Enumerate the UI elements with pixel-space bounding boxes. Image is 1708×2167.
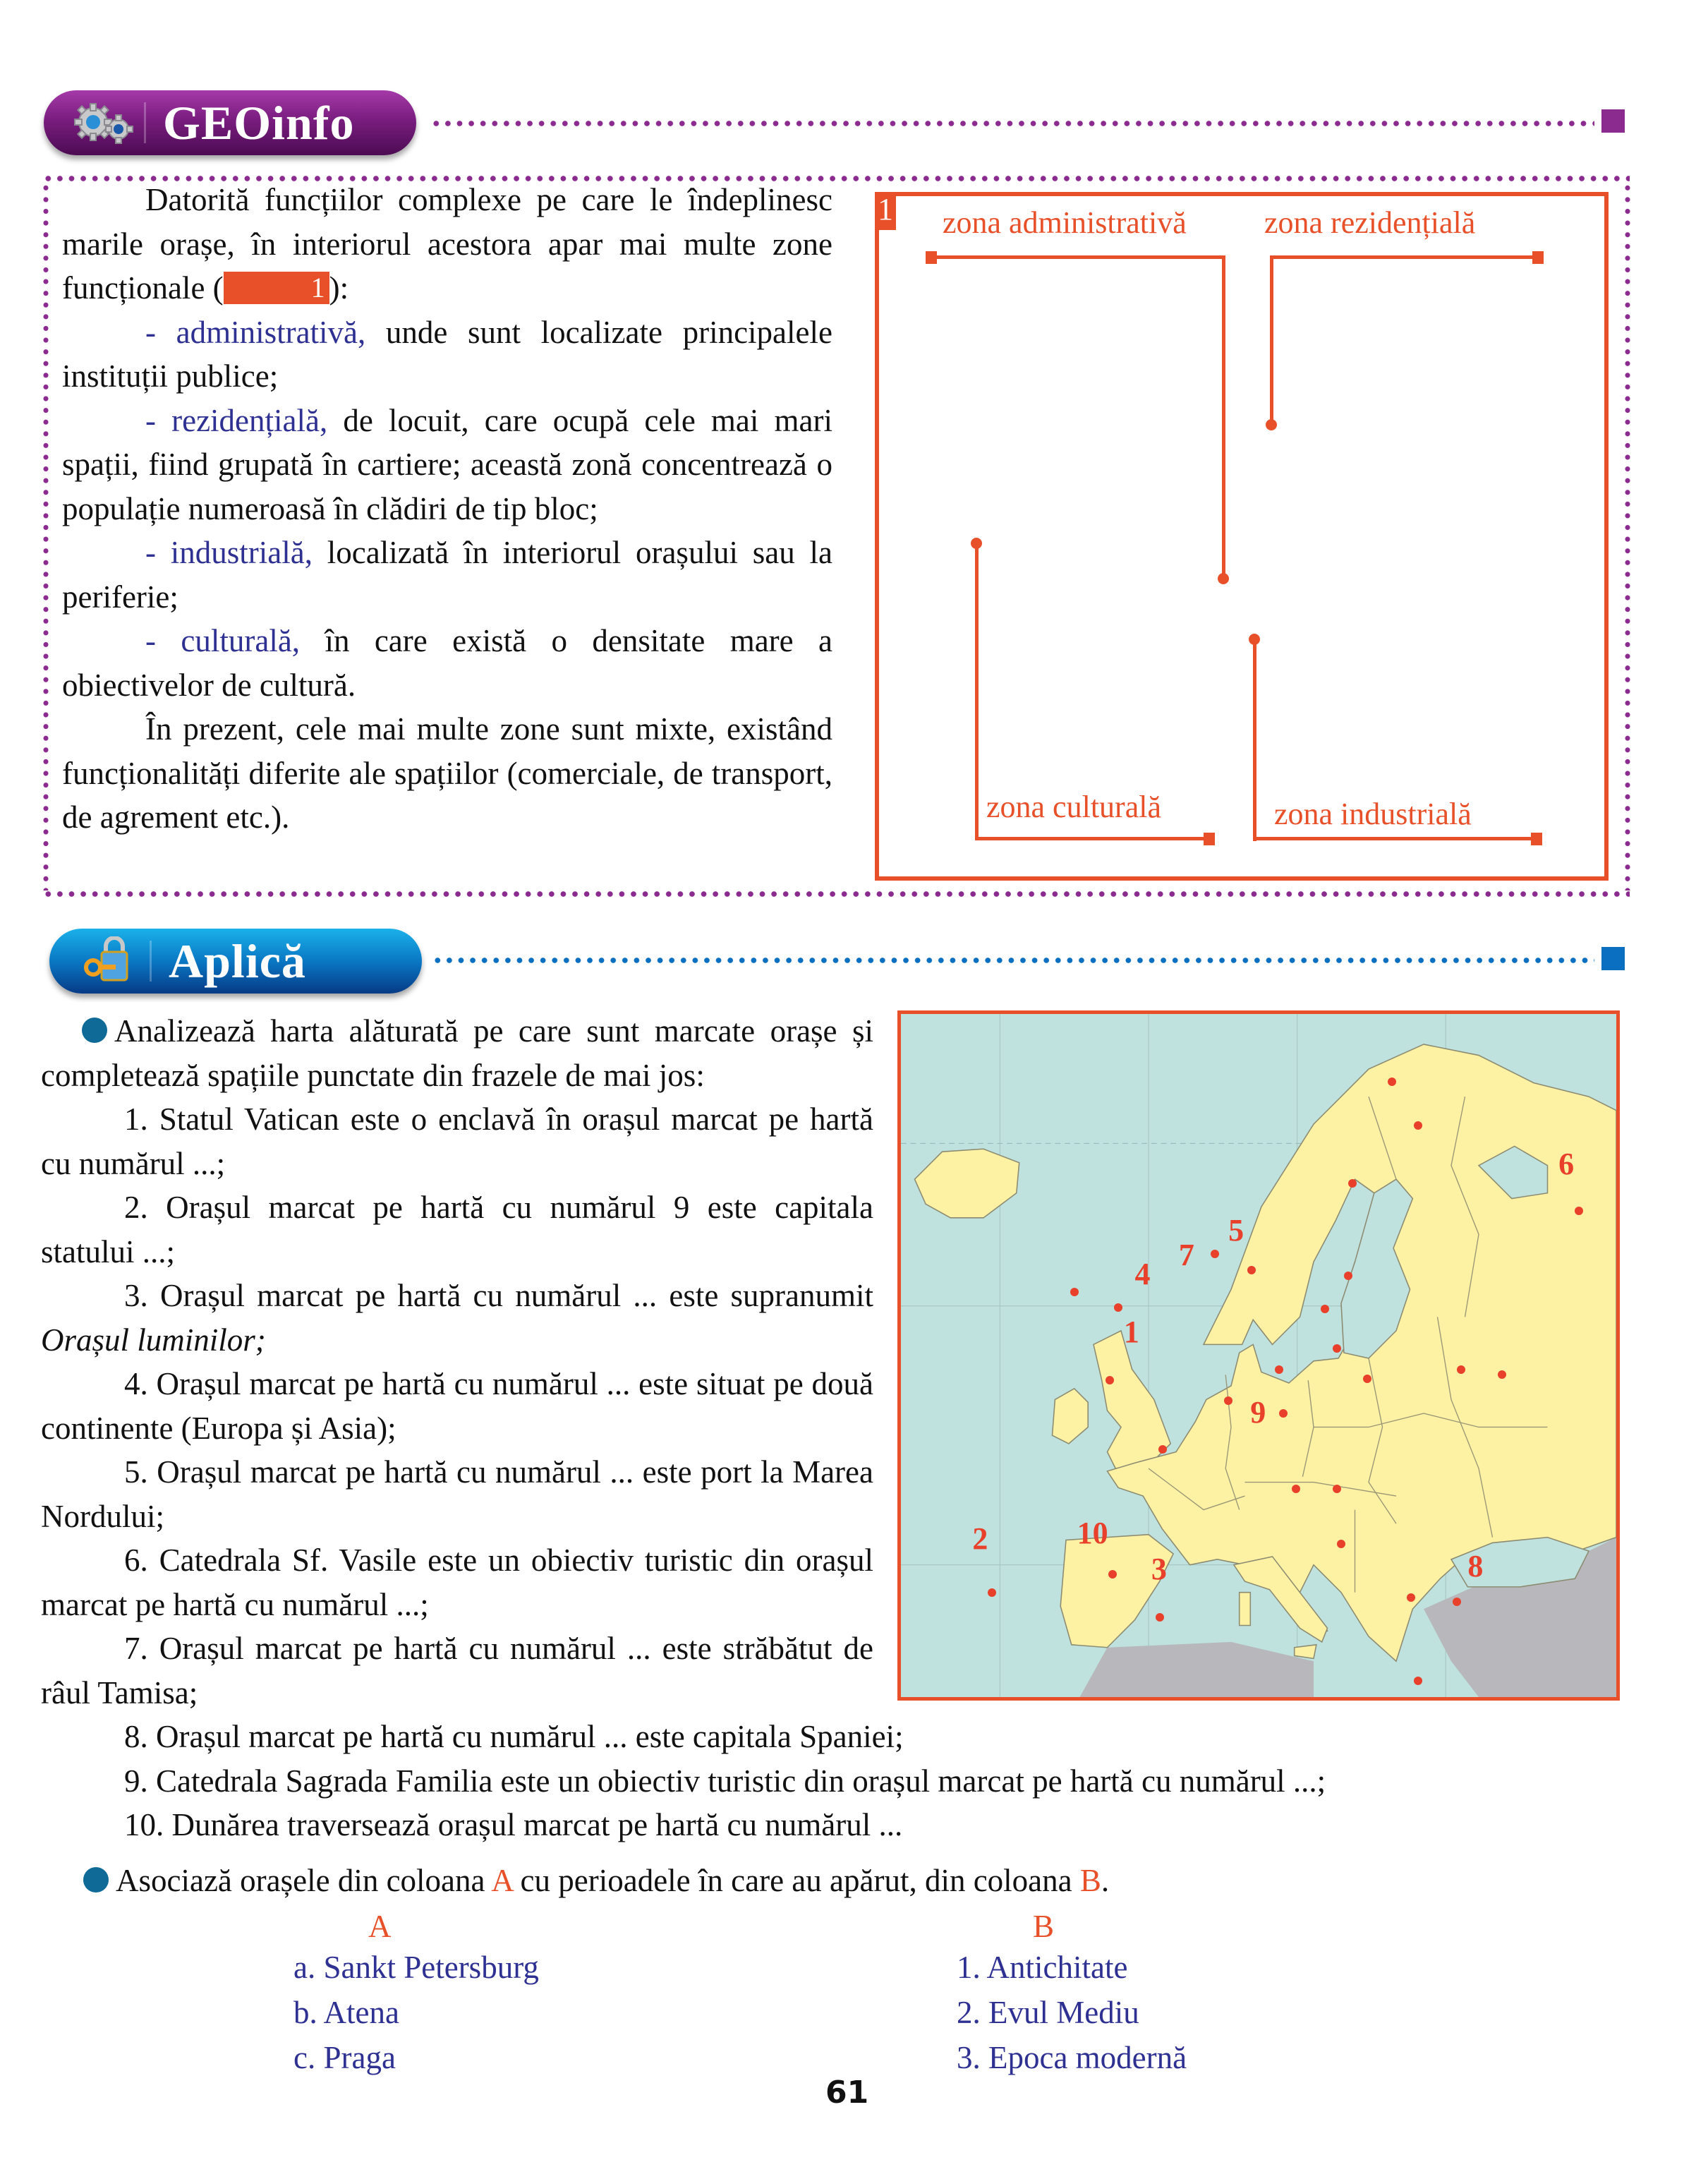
zone-item-industrial: - industrială, localizată în interiorul orașului sau la periferie; [62, 535, 832, 615]
zone-item-cultural: - culturală, în care există o densitate mare a obiectivelor de cultură. [62, 623, 832, 703]
city-number-label: 9 [1250, 1394, 1266, 1430]
leader-line-admin [928, 255, 1225, 259]
city-marker-dot [1333, 1485, 1341, 1493]
leader-end-cult [1204, 833, 1215, 845]
city-number-label: 10 [1077, 1516, 1108, 1551]
column-a-item: b. Atena [293, 1995, 399, 2030]
column-b-item: 1. Antichitate [957, 1950, 1128, 1985]
city-marker-dot [1363, 1375, 1371, 1383]
zone-item-administrative: - administrativă, unde sunt localizate principalele instituții publice; [62, 314, 832, 394]
label-zona-culturala: zona culturală [986, 790, 1161, 824]
exercise-item-10: 10. Dunărea traversează orașul marcat pe hartă cu numărul ... [124, 1807, 903, 1842]
aplica-end-square [1601, 947, 1625, 970]
leader-dot-cult [971, 538, 982, 549]
leader-end-resid [1532, 251, 1544, 264]
column-b-list [957, 1945, 1187, 2080]
column-a-list [293, 1945, 539, 2080]
city-number-label: 5 [1228, 1212, 1244, 1248]
city-number-label: 3 [1151, 1552, 1167, 1587]
column-b-reference: B [1079, 1863, 1101, 1898]
isometric-city-illustration [879, 196, 1604, 876]
city-marker-dot [1457, 1365, 1465, 1374]
city-marker-dot [1498, 1370, 1506, 1379]
column-a-item: c. Praga [293, 2040, 396, 2075]
geoinfo-intro: Datorită funcțiilor complexe pe care le îndeplinesc marile orașe, în interiorul acestora apar mai multe zone funcționale ( 1 ): [62, 182, 832, 306]
geoinfo-frame-bottom [42, 891, 1630, 898]
exercise-item-3: 3. Orașul marcat pe hartă cu numărul ... este supranumit Orașul luminilor; [41, 1278, 873, 1358]
city-marker-dot [1224, 1396, 1232, 1405]
figure-number: 1 [875, 192, 896, 230]
city-marker-4 [1114, 1303, 1122, 1312]
leader-dot-admin [1218, 573, 1229, 584]
city-number-label: 1 [1123, 1315, 1139, 1350]
header-separator [144, 102, 146, 143]
city-marker-dot [1321, 1305, 1329, 1313]
header-end-square [1601, 109, 1625, 133]
exercise-1-continued [124, 1715, 1535, 1847]
europe-map [897, 1010, 1620, 1701]
exercise-item-1: 1. Statul Vatican este o enclavă în orașul marcat pe hartă cu numărul ...; [41, 1101, 873, 1181]
exercise-item-8: 8. Orașul marcat pe hartă cu numărul ... este capitala Spaniei; [124, 1719, 904, 1754]
page-number: 61 [825, 2075, 869, 2111]
city-zones-figure [875, 192, 1609, 881]
city-marker-8 [1453, 1598, 1461, 1606]
geoinfo-frame-left [42, 182, 49, 891]
leader-line-admin-v [1222, 255, 1225, 579]
city-number-label: 2 [972, 1521, 988, 1557]
leader-line-ind-v [1253, 638, 1256, 841]
city-marker-5 [1247, 1266, 1256, 1274]
city-number-label: 8 [1467, 1549, 1484, 1584]
city-marker-dot [1344, 1272, 1352, 1280]
exercise-item-7: 7. Orașul marcat pe hartă cu numărul ... este străbătut de râul Tamisa; [41, 1631, 873, 1710]
leader-dot-ind [1249, 634, 1260, 645]
aplica-section-header [49, 929, 422, 994]
city-marker-dot [1407, 1593, 1415, 1602]
city-marker-10 [1108, 1570, 1117, 1579]
column-a-item: a. Sankt Petersburg [293, 1950, 539, 1985]
exercise-1 [41, 1009, 873, 1715]
column-b-header: B [1033, 1909, 1055, 1944]
exercise-item-4: 4. Orașul marcat pe hartă cu numărul ... este situat pe două continente (Europa și Asia); [41, 1366, 873, 1446]
city-marker-7 [1211, 1250, 1219, 1258]
label-zona-industriala: zona industrială [1274, 797, 1472, 831]
city-marker-dot [1070, 1288, 1079, 1296]
aplica-title: Aplică [169, 934, 306, 988]
zone-item-residential: - rezidențială, de locuit, care ocupă cele mai mari spații, fiind grupată în cartiere; această zonă concentrează o populație numeroasă în clădiri de tip bloc; [62, 402, 832, 526]
header-separator [150, 941, 152, 982]
city-marker-dot [1414, 1677, 1422, 1685]
city-marker-9 [1279, 1409, 1288, 1418]
city-number-label: 6 [1558, 1147, 1575, 1182]
europe-map-base [901, 1014, 1616, 1697]
exercise-item-2: 2. Orașul marcat pe hartă cu numărul 9 este capitala statului ...; [41, 1190, 873, 1269]
geoinfo-closing: În prezent, cele mai multe zone sunt mixte, existând funcționalități diferite ale spațiilor (comerciale, de transport, de agrement etc.). [62, 711, 832, 835]
figure-reference-badge: 1 [224, 272, 329, 304]
geoinfo-section-header [44, 90, 416, 155]
column-b-item: 2. Evul Mediu [957, 1995, 1139, 2030]
city-marker-dot [1158, 1445, 1167, 1454]
bullet-icon [83, 1867, 109, 1893]
city-marker-dot [1333, 1344, 1341, 1353]
leader-line-cult-v [975, 542, 979, 840]
leader-line-resid [1270, 255, 1535, 259]
leader-line-resid-v [1270, 255, 1273, 425]
leader-line-cult [975, 837, 1208, 840]
header-dotted-rule [430, 120, 1594, 127]
padlock-key-icon [78, 936, 141, 986]
city-marker-1 [1106, 1376, 1114, 1384]
city-marker-dot [1388, 1078, 1396, 1086]
column-a-header: A [368, 1909, 392, 1944]
city-marker-6 [1575, 1207, 1583, 1215]
label-zona-rezidentiala: zona rezidențială [1264, 205, 1476, 240]
geoinfo-frame-right [1624, 182, 1631, 891]
city-number-label: 4 [1134, 1257, 1151, 1292]
gears-icon [72, 98, 135, 147]
exercise-2-instruction: Asociază orașele din coloana A cu perioadele în care au apărut, din coloana B. [83, 1859, 1109, 1902]
leader-line-ind [1253, 837, 1535, 840]
bullet-icon [82, 1018, 107, 1043]
city-marker-3 [1156, 1613, 1164, 1622]
exercise-item-6: 6. Catedrala Sf. Vasile este un obiectiv turistic din orașul marcat pe hartă cu numărul ...; [41, 1543, 873, 1622]
column-a-reference: A [491, 1863, 513, 1898]
exercise-1-instruction: Analizează harta alăturată pe care sunt marcate orașe și completează spațiile punctate din frazele de mai jos: [41, 1013, 873, 1093]
label-zona-administrativa: zona administrativă [943, 205, 1187, 240]
leader-dot-resid [1266, 419, 1277, 430]
exercise-item-9: 9. Catedrala Sagrada Familia este un obiectiv turistic din orașul marcat pe hartă cu numărul ...; [124, 1763, 1326, 1799]
city-marker-2 [988, 1588, 996, 1597]
city-marker-dot [1348, 1179, 1357, 1188]
city-marker-dot [1275, 1365, 1283, 1374]
leader-end-ind [1531, 833, 1542, 845]
aplica-dotted-rule [432, 957, 1594, 964]
geoinfo-text [62, 178, 832, 840]
city-number-label: 7 [1178, 1238, 1194, 1273]
column-b-item: 3. Epoca modernă [957, 2040, 1187, 2075]
city-marker-dot [1292, 1485, 1300, 1493]
exercise-item-5: 5. Orașul marcat pe hartă cu numărul ... este port la Marea Nordului; [41, 1454, 873, 1534]
city-marker-dot [1414, 1121, 1422, 1130]
city-marker-dot [1337, 1540, 1345, 1548]
geoinfo-title: GEOinfo [163, 95, 355, 150]
